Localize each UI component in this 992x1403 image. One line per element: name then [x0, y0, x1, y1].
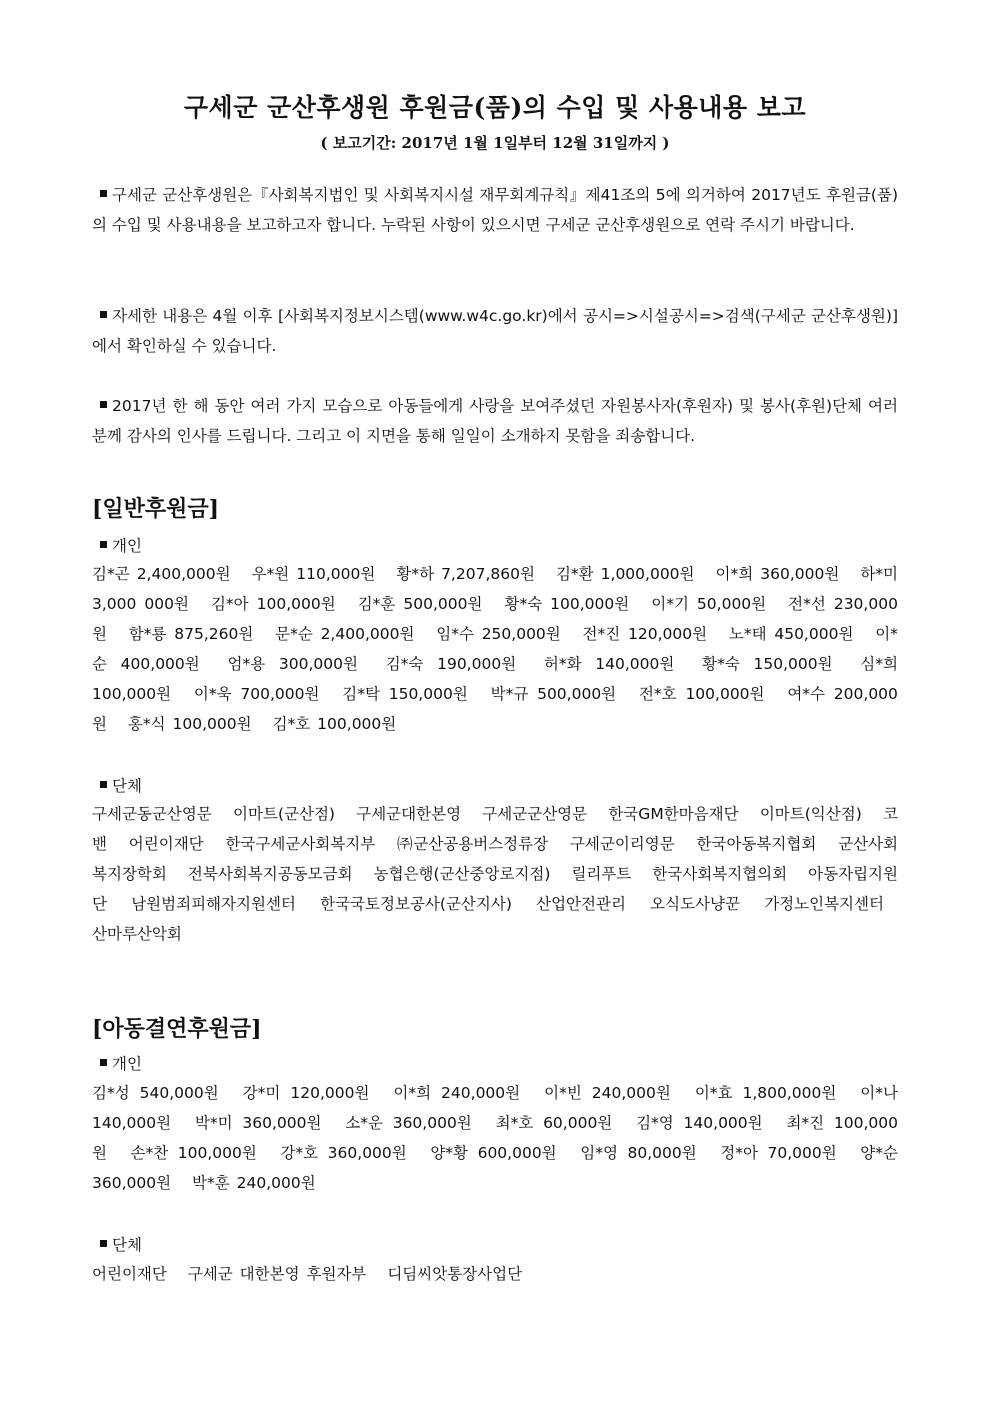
- report-title: 구세군 군산후생원 후원금(품)의 수입 및 사용내용 보고: [183, 93, 807, 122]
- donor-entry: 한국구세군사회복지부: [225, 835, 376, 853]
- donor-entry: 코밴: [92, 805, 898, 853]
- donor-entry: ㈜군산공용버스정류장: [396, 835, 549, 853]
- donor-entry: 오식도사냥꾼: [650, 895, 740, 913]
- donor-entry: 황*숙 150,000원: [702, 655, 833, 673]
- donor-entry: 양*황 600,000원: [430, 1144, 557, 1162]
- donor-entry: 김*곤 2,400,000원: [92, 565, 231, 583]
- donor-entry: 최*호 60,000원: [495, 1114, 613, 1132]
- donor-entry: 이*기 50,000원: [651, 595, 767, 613]
- donor-entry: 소*운 360,000원: [345, 1114, 472, 1132]
- intro-text-3: 2017년 한 해 동안 여러 가지 모습으로 아동들에게 사랑을 보여주셨던 자원봉사자(후원자) 및 봉사(후원)단체 여러분께 감사의 인사를 드립니다. 그리고 이 지면을 통해 일일이 소개하지 못함을 죄송합니다.: [92, 397, 898, 445]
- general-individual-list: [92, 559, 898, 739]
- sponsorship-individual-list: [92, 1078, 898, 1198]
- sponsorship-individual-label: 개인: [112, 1055, 142, 1073]
- donor-entry: 하*미 3,000 000원: [92, 565, 899, 613]
- intro-text-1: 구세군 군산후생원은『사회복지법인 및 사회복지시설 재무회계규칙』제41조의 5에 의거하여 2017년도 후원금(품)의 수입 및 사용내용을 보고하고자 합니다. 누락된 사항이 있으시면 구세군 군산후생원으로 연락 주시기 바랍니다.: [92, 186, 898, 234]
- donor-entry: 강*호 360,000원: [280, 1144, 407, 1162]
- donor-entry: 김*영 140,000원: [636, 1114, 763, 1132]
- donor-entry: 농협은행(군산중앙로지점): [373, 865, 551, 883]
- donor-entry: 이*희 240,000원: [393, 1084, 521, 1102]
- intro-text-2: 자세한 내용은 4월 이후 [사회복지정보시스템(www.w4c.go.kr)에서 공시=>시설공시=>검색(구세군 군산후생원)]에서 확인하실 수 있습니다.: [92, 307, 898, 355]
- square-bullet-icon: [100, 1240, 107, 1247]
- donor-entry: 최*진 100,000원: [92, 1114, 899, 1162]
- donor-entry: 아동자립지원단: [92, 865, 898, 913]
- donor-entry: 남원범죄피해자지원센터: [131, 895, 296, 913]
- donor-entry: 여*수 200,000원: [92, 685, 898, 733]
- donor-entry: 전*선 230,000원: [92, 595, 898, 643]
- donor-entry: 이마트(익산점): [759, 805, 862, 823]
- donor-entry: 김*아 100,000원: [210, 595, 336, 613]
- sponsorship-donation-heading: [아동결연후원금]: [92, 1016, 262, 1042]
- donor-entry: 어린이재단: [128, 835, 204, 853]
- donor-entry: 김*호 100,000원: [272, 715, 397, 733]
- donor-entry: 산업안전관리: [536, 895, 626, 913]
- square-bullet-icon: [100, 1059, 107, 1066]
- square-bullet-icon: [100, 781, 107, 788]
- donor-entry: 한국아동복지협회: [696, 835, 817, 853]
- donor-entry: 이*순 400,000원: [92, 625, 898, 673]
- donor-entry: 심*희 100,000원: [92, 655, 898, 703]
- donor-entry: 김*탁 150,000원: [342, 685, 468, 703]
- donor-entry: 어린이재단: [92, 1265, 167, 1283]
- square-bullet-icon: [100, 190, 107, 197]
- donor-entry: 박*미 360,000원: [194, 1114, 322, 1132]
- donor-entry: 군산사회복지장학회: [92, 835, 899, 883]
- intro-paragraph-1: [92, 180, 898, 240]
- donor-entry: 이*빈 240,000원: [544, 1084, 671, 1102]
- general-group-label: 단체: [112, 777, 142, 795]
- donor-entry: 우*원 110,000원: [251, 565, 376, 583]
- donor-entry: 구세군동군산영문: [92, 805, 212, 823]
- general-donation-heading: [일반후원금]: [92, 496, 220, 522]
- donor-entry: 이*나 140,000원: [92, 1084, 898, 1132]
- donor-entry: 구세군 대한본영 후원자부: [187, 1265, 367, 1283]
- donor-entry: 황*하 7,207,860원: [396, 565, 535, 583]
- donor-entry: 노*태 450,000원: [728, 625, 854, 643]
- donor-entry: 산마루산악회: [92, 925, 182, 943]
- donor-entry: 임*영 80,000원: [580, 1144, 697, 1162]
- sponsorship-group-label: 단체: [112, 1236, 142, 1254]
- donor-entry: 박*훈 240,000원: [192, 1174, 316, 1192]
- donor-entry: 허*화 140,000원: [543, 655, 675, 673]
- intro-paragraph-3: [92, 391, 898, 451]
- general-individual-label: 개인: [112, 537, 142, 555]
- donor-entry: 김*훈 500,000원: [357, 595, 483, 613]
- donor-entry: 문*순 2,400,000원: [275, 625, 415, 643]
- donor-entry: 이*효 1,800,000원: [694, 1084, 837, 1102]
- donor-entry: 홍*식 100,000원: [127, 715, 252, 733]
- donor-entry: 강*미 120,000원: [242, 1084, 370, 1102]
- donor-entry: 전*진 120,000원: [582, 625, 708, 643]
- donor-entry: 정*아 70,000원: [720, 1144, 837, 1162]
- donor-entry: 한국국토정보공사(군산지사): [320, 895, 512, 913]
- square-bullet-icon: [100, 311, 107, 318]
- donor-entry: 이*희 360,000원: [715, 565, 840, 583]
- donor-entry: 전*호 100,000원: [638, 685, 765, 703]
- general-individual-heading: [92, 534, 142, 556]
- donor-entry: 구세군이리영문: [569, 835, 675, 853]
- sponsorship-group-heading: [92, 1233, 142, 1255]
- donor-entry: 김*성 540,000원: [92, 1084, 219, 1102]
- donor-entry: 박*규 500,000원: [490, 685, 617, 703]
- donor-entry: 양*순 360,000원: [92, 1144, 898, 1192]
- sponsorship-group-list: [92, 1259, 898, 1289]
- donor-entry: 이*욱 700,000원: [193, 685, 320, 703]
- report-period: ( 보고기간: 2017년 1월 1일부터 12월 31일까지 ): [320, 134, 670, 152]
- donor-entry: 한국사회복지협의회: [652, 865, 788, 883]
- donor-entry: 김*숙 190,000원: [385, 655, 517, 673]
- donor-entry: 릴리푸트: [571, 865, 632, 883]
- intro-paragraph-2: [92, 301, 898, 361]
- general-group-list: [92, 799, 898, 949]
- square-bullet-icon: [100, 541, 107, 548]
- donor-entry: 이마트(군산점): [233, 805, 335, 823]
- sponsorship-individual-heading: [92, 1052, 142, 1074]
- donor-entry: 디딤씨앗통장사업단: [387, 1265, 523, 1283]
- donor-entry: 전북사회복지공동모금회: [187, 865, 353, 883]
- donor-entry: 황*숙 100,000원: [504, 595, 630, 613]
- donor-entry: 가정노인복지센터: [764, 895, 884, 913]
- square-bullet-icon: [100, 401, 107, 408]
- donor-entry: 김*환 1,000,000원: [555, 565, 695, 583]
- donor-entry: 한국GM한마음재단: [608, 805, 739, 823]
- donor-entry: 구세군대한본영: [356, 805, 462, 823]
- general-group-heading: [92, 774, 142, 796]
- donor-entry: 임*수 250,000원: [436, 625, 561, 643]
- donor-entry: 구세군군산영문: [482, 805, 588, 823]
- donor-entry: 엄*용 300,000원: [227, 655, 358, 673]
- donor-entry: 함*룡 875,260원: [128, 625, 254, 643]
- donor-entry: 손*찬 100,000원: [130, 1144, 257, 1162]
